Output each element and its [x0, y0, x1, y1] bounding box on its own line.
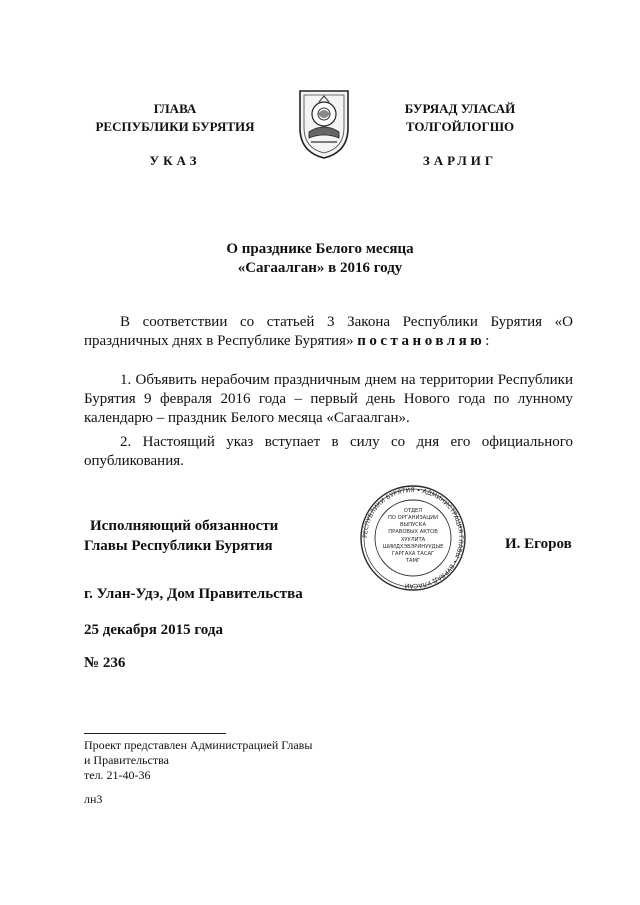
document-code: лн3 [84, 792, 103, 806]
seal-outer-text: РЕСПУБЛИКИ БУРЯТИЯ • АДМИНИСТРАЦИЯ ГЛАВЫ • БУРЯАД УЛАСАЙ [361, 486, 465, 590]
paragraph-preamble [84, 313, 573, 351]
document-title [120, 240, 520, 278]
seal-inner-line: ТАМГ [405, 558, 421, 564]
seal-inner-line: ПО ОРГАНИЗАЦИИ [387, 515, 439, 521]
decree-number: № 236 [84, 655, 126, 671]
resolve-word: постановляю [357, 333, 486, 349]
header-right-line2: ТОЛГОЙЛОГШО [405, 119, 515, 134]
official-seal-stamp [338, 484, 488, 592]
decree-date: 25 декабря 2015 года [84, 622, 223, 638]
position-line2: Главы Республики Бурятия [84, 538, 273, 554]
position-line1: Исполняющий обязанности [90, 518, 279, 534]
coat-of-arms-emblem [297, 88, 351, 160]
place-of-signing: г. Улан-Удэ, Дом Правительства [84, 586, 303, 602]
header-right-line1: БУРЯАД УЛАСАЙ [404, 101, 516, 116]
seal-inner-line: ГАРГАХА ТАСАГ [391, 551, 435, 557]
preamble-text: В соответствии со статьей 3 Закона Республики Бурятия «О праздничных днях в Республике Бурятия» [84, 314, 573, 349]
footnote-line2: и Правительства [84, 753, 169, 767]
title-line2: «Сагаалган» в 2016 году [237, 260, 403, 276]
footnote-line3: тел. 21-40-36 [84, 768, 151, 782]
decree-label-right: ЗАРЛИГ [422, 153, 498, 168]
header-left [75, 100, 275, 136]
title-line1: О празднике Белого месяца [226, 241, 414, 257]
footnote-divider [84, 733, 226, 734]
seal-inner-line: ОТДЕЛ [403, 508, 423, 514]
seal-inner-line: ШИИДХЭБЭРИНУУДЫЕ [382, 544, 444, 550]
paragraph-item-1: 1. Объявить нерабочим праздничным днем на территории Республики Бурятия 9 февраля 2016 года – первый день Нового года по лунному календарю – праздник Белого месяца «Сагаалган». [84, 372, 573, 426]
decree-label-left: УКАЗ [149, 153, 201, 168]
footnote-line1: Проект представлен Администрацией Главы [84, 738, 313, 752]
seal-inner-line: ХУУЛИТА [400, 537, 426, 543]
footnote [84, 738, 312, 783]
signatory-name: И. Егоров [505, 536, 572, 552]
seal-inner-line: ВЫПУСКА [399, 522, 427, 528]
header-left-line1: ГЛАВА [153, 101, 197, 116]
header-left-line2: РЕСПУБЛИКИ БУРЯТИЯ [95, 119, 255, 134]
seal-inner-line: ПРАВОВЫХ АКТОВ [388, 529, 438, 535]
signatory-position [84, 516, 278, 556]
paragraph-item-2: 2. Настоящий указ вступает в силу со дня его официального опубликования. [84, 434, 573, 469]
preamble-colon: : [485, 333, 490, 349]
header-right [355, 100, 565, 136]
